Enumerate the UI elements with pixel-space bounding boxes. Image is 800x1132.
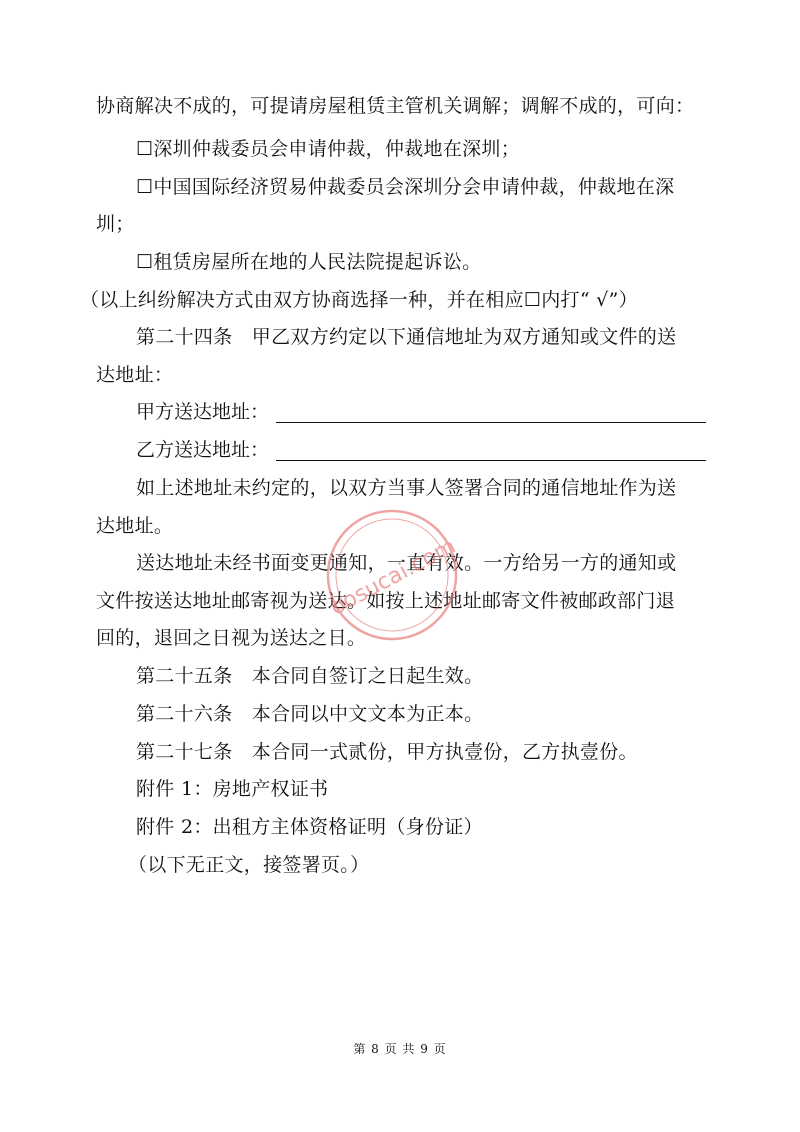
watermark-text: oosucai.com [326,533,460,621]
address-b-row [136,438,706,464]
end-note: （以下无正文，接签署页。） [128,854,370,876]
paragraph-line: 送达地址未经书面变更通知，一直有效。一方给另一方的通知或 [136,552,677,574]
watermark-stamp-icon [322,505,462,645]
option-court-litigation: ☐租赁房屋所在地的人民法院提起诉讼。 [136,251,482,273]
attachment-1: 附件 1：房地产权证书 [136,778,329,800]
address-b-label: 乙方送达地址： [136,439,270,461]
article-27: 第二十七条 本合同一式贰份，甲方执壹份，乙方执壹份。 [136,741,638,763]
page-footer: 第 8 页 共 9 页 [353,1042,447,1056]
paragraph-line: 达地址： [96,364,174,386]
address-a-blank[interactable] [276,422,706,423]
paragraph-line: 圳； [96,213,135,235]
address-a-row [136,400,706,426]
address-b-blank[interactable] [276,460,706,461]
option-shenzhen-arbitration: ☐深圳仲裁委员会申请仲裁，仲裁地在深圳； [136,138,521,160]
paragraph-line: 文件按送达地址邮寄视为送达。如按上述地址邮寄文件被邮政部门退 [96,590,676,612]
article-26: 第二十六条 本合同以中文文本为正本。 [136,703,484,725]
address-a-label: 甲方送达地址： [136,401,270,423]
selection-note: （以上纠纷解决方式由双方协商选择一种，并在相应☐内打“ √”） [80,289,638,311]
paragraph-line: 回的，退回之日视为送达之日。 [96,627,367,649]
paragraph-line: 如上述地址未约定的，以双方当事人签署合同的通信地址作为送 [136,477,677,499]
paragraph-line: 达地址。 [96,515,174,537]
article-25: 第二十五条 本合同自签订之日起生效。 [136,665,484,687]
article-24: 第二十四条 甲乙双方约定以下通信地址为双方通知或文件的送 [136,326,677,348]
attachment-2: 附件 2：出租方主体资格证明（身份证） [136,816,483,838]
option-cietac-shenzhen: ☐中国国际经济贸易仲裁委员会深圳分会申请仲裁，仲裁地在深 [136,176,675,198]
paragraph-line: 协商解决不成的，可提请房屋租赁主管机关调解；调解不成的，可向： [96,95,695,117]
